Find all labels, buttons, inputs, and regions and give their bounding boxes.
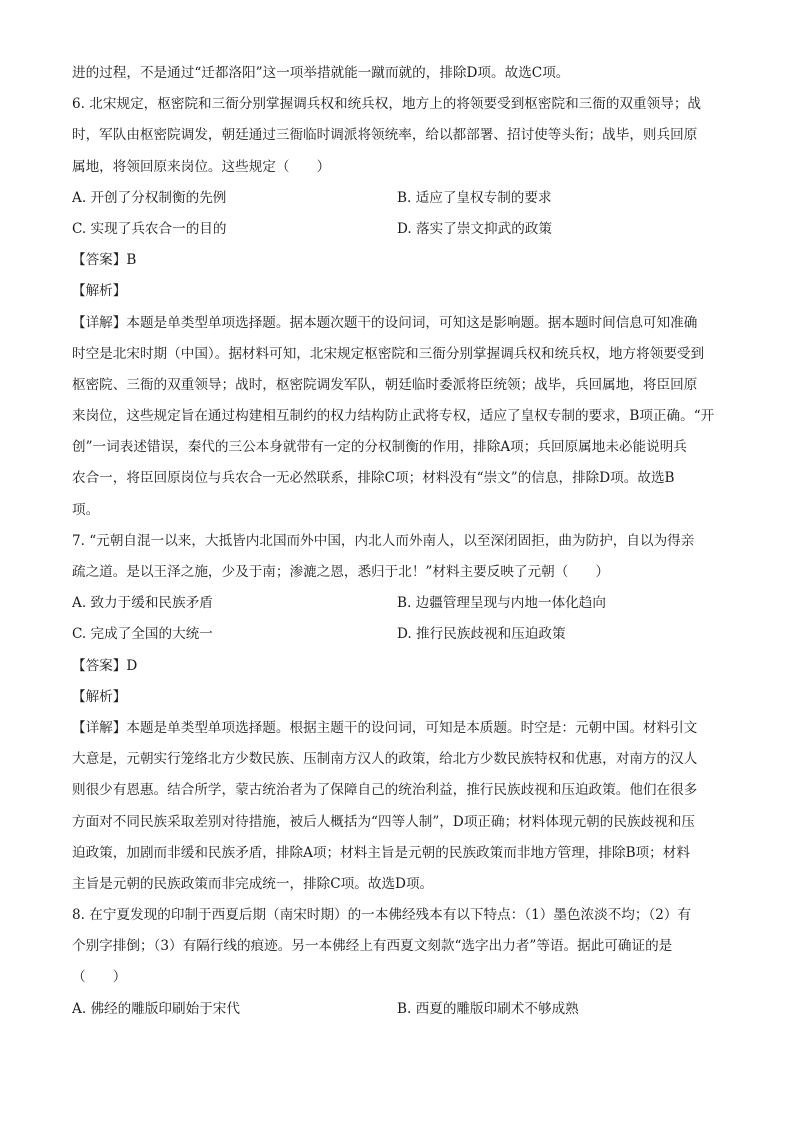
q6-detail-line-1: 【详解】本题是单类型单项选择题。据本题次题干的设问词，可知这是影响题。据本题时间信息可知准确 [72, 314, 698, 331]
question-8 [72, 900, 722, 1025]
q6-detail-line-5: 创”一词表述错误，秦代的三公本身就带有一定的分权制衡的作用，排除A项；兵回原属地未必能说明兵 [72, 439, 687, 456]
q6-option-d: D. 落实了崇文抑武的政策 [397, 220, 552, 237]
q8-options-row-1 [72, 994, 722, 1025]
q6-answer: 【答案】B [72, 252, 137, 269]
q6-stem-line-1: 6. 北宋规定，枢密院和三衙分别掌握调兵权和统兵权，地方上的将领要受到枢密院和三衙的双重领导；战 [72, 96, 702, 113]
q6-detail-line-6: 农合一，将臣回原岗位与兵农合一无必然联系，排除C项；材料没有“崇文”的信息，排除D项。故选B [72, 470, 675, 487]
q6-option-a: A. 开创了分权制衡的先例 [72, 189, 227, 206]
q7-options-row-1 [72, 588, 722, 619]
q8-option-a: A. 佛经的雕版印刷始于宋代 [72, 1000, 240, 1017]
q7-option-a: A. 致力于缓和民族矛盾 [72, 595, 213, 612]
q6-detail-line-7: 项。 [72, 501, 100, 518]
q7-option-d: D. 推行民族歧视和压迫政策 [397, 626, 566, 643]
q6-analysis-label: 【解析】 [72, 283, 127, 300]
q6-options-row-2 [72, 214, 722, 245]
q8-option-b: B. 西夏的雕版印刷术不够成熟 [397, 1000, 579, 1017]
q7-option-b: B. 边疆管理呈现与内地一体化趋向 [397, 595, 606, 612]
q6-options-row-1 [72, 183, 722, 214]
q8-stem-line-3: （ ） [72, 969, 127, 986]
q7-detail-line-1: 【详解】本题是单类型单项选择题。根据主题干的设问词，可知是本质题。时空是：元朝中国。材料引文 [72, 719, 698, 736]
q7-detail-line-3: 则很少有恩惠。结合所学，蒙古统治者为了保障自己的统治利益，推行民族歧视和压迫政策。他们在很多 [72, 782, 698, 799]
q6-detail-line-2: 时空是北宋时期（中国）。据材料可知，北宋规定枢密院和三衙分别掌握调兵权和统兵权，地方将领要受到 [72, 345, 705, 362]
q7-analysis-label: 【解析】 [72, 688, 127, 705]
q6-stem-line-2: 时，军队由枢密院调发，朝廷通过三衙临时调派将领统率，给以都部署、招讨使等头衔；战毕，则兵回原 [72, 127, 698, 144]
q7-detail-line-5: 迫政策，加剧而非缓和民族矛盾，排除A项；材料主旨是元朝的民族政策而非地方管理，排除B项；材料 [72, 844, 690, 861]
question-6 [72, 89, 722, 526]
intro-line: 进的过程，不是通过“迁都洛阳”这一项举措就能一蹴而就的，排除D项。故选C项。 [72, 65, 570, 81]
q7-detail-line-2: 大意是，元朝实行笼络北方少数民族、压制南方汉人的政策，给北方少数民族特权和优惠，对南方的汉人 [72, 751, 698, 768]
q6-detail-line-4: 来岗位，这些规定旨在通过构建相互制约的权力结构防止武将专权，适应了皇权专制的要求，B项正确。“开 [72, 408, 715, 425]
q7-answer: 【答案】D [72, 657, 138, 674]
question-7 [72, 526, 722, 900]
q7-option-c: C. 完成了全国的大统一 [72, 626, 213, 643]
q6-option-c: C. 实现了兵农合一的目的 [72, 220, 227, 237]
q7-detail-line-6: 主旨是元朝的民族政策而非完成统一，排除C项。故选D项。 [72, 875, 434, 892]
q6-stem-line-3: 属地，将领回原来岗位。这些规定（ ） [72, 158, 331, 175]
q7-detail-line-4: 方面对不同民族采取差别对待措施，被后人概括为“四等人制”，D项正确；材料体现元朝的民族歧视和压 [72, 813, 695, 830]
q7-stem-line-1: 7. “元朝自混一以来，大抵皆内北国而外中国，内北人而外南人，以至深闭固拒，曲为防护，自以为得亲 [72, 532, 695, 549]
q7-stem-line-2: 疏之道。是以王泽之施，少及于南；渗漉之恩，悉归于北！”材料主要反映了元朝（ ） [72, 564, 610, 580]
document-page [72, 58, 722, 1025]
q6-option-b: B. 适应了皇权专制的要求 [397, 189, 552, 206]
q8-stem-line-1: 8. 在宁夏发现的印制于西夏后期（南宋时期）的一本佛经残本有以下特点：（1）墨色浓淡不均；（2）有 [72, 907, 692, 924]
q8-stem-line-2: 个别字排倒；（3）有隔行线的痕迹。另一本佛经上有西夏文刻款“选字出力者”等语。据此可确证的是 [72, 938, 673, 955]
q7-options-row-2 [72, 619, 722, 650]
q6-detail-line-3: 枢密院、三衙的双重领导；战时，枢密院调发军队，朝廷临时委派将臣统领；战毕，兵回属地，将臣回原 [72, 376, 698, 393]
